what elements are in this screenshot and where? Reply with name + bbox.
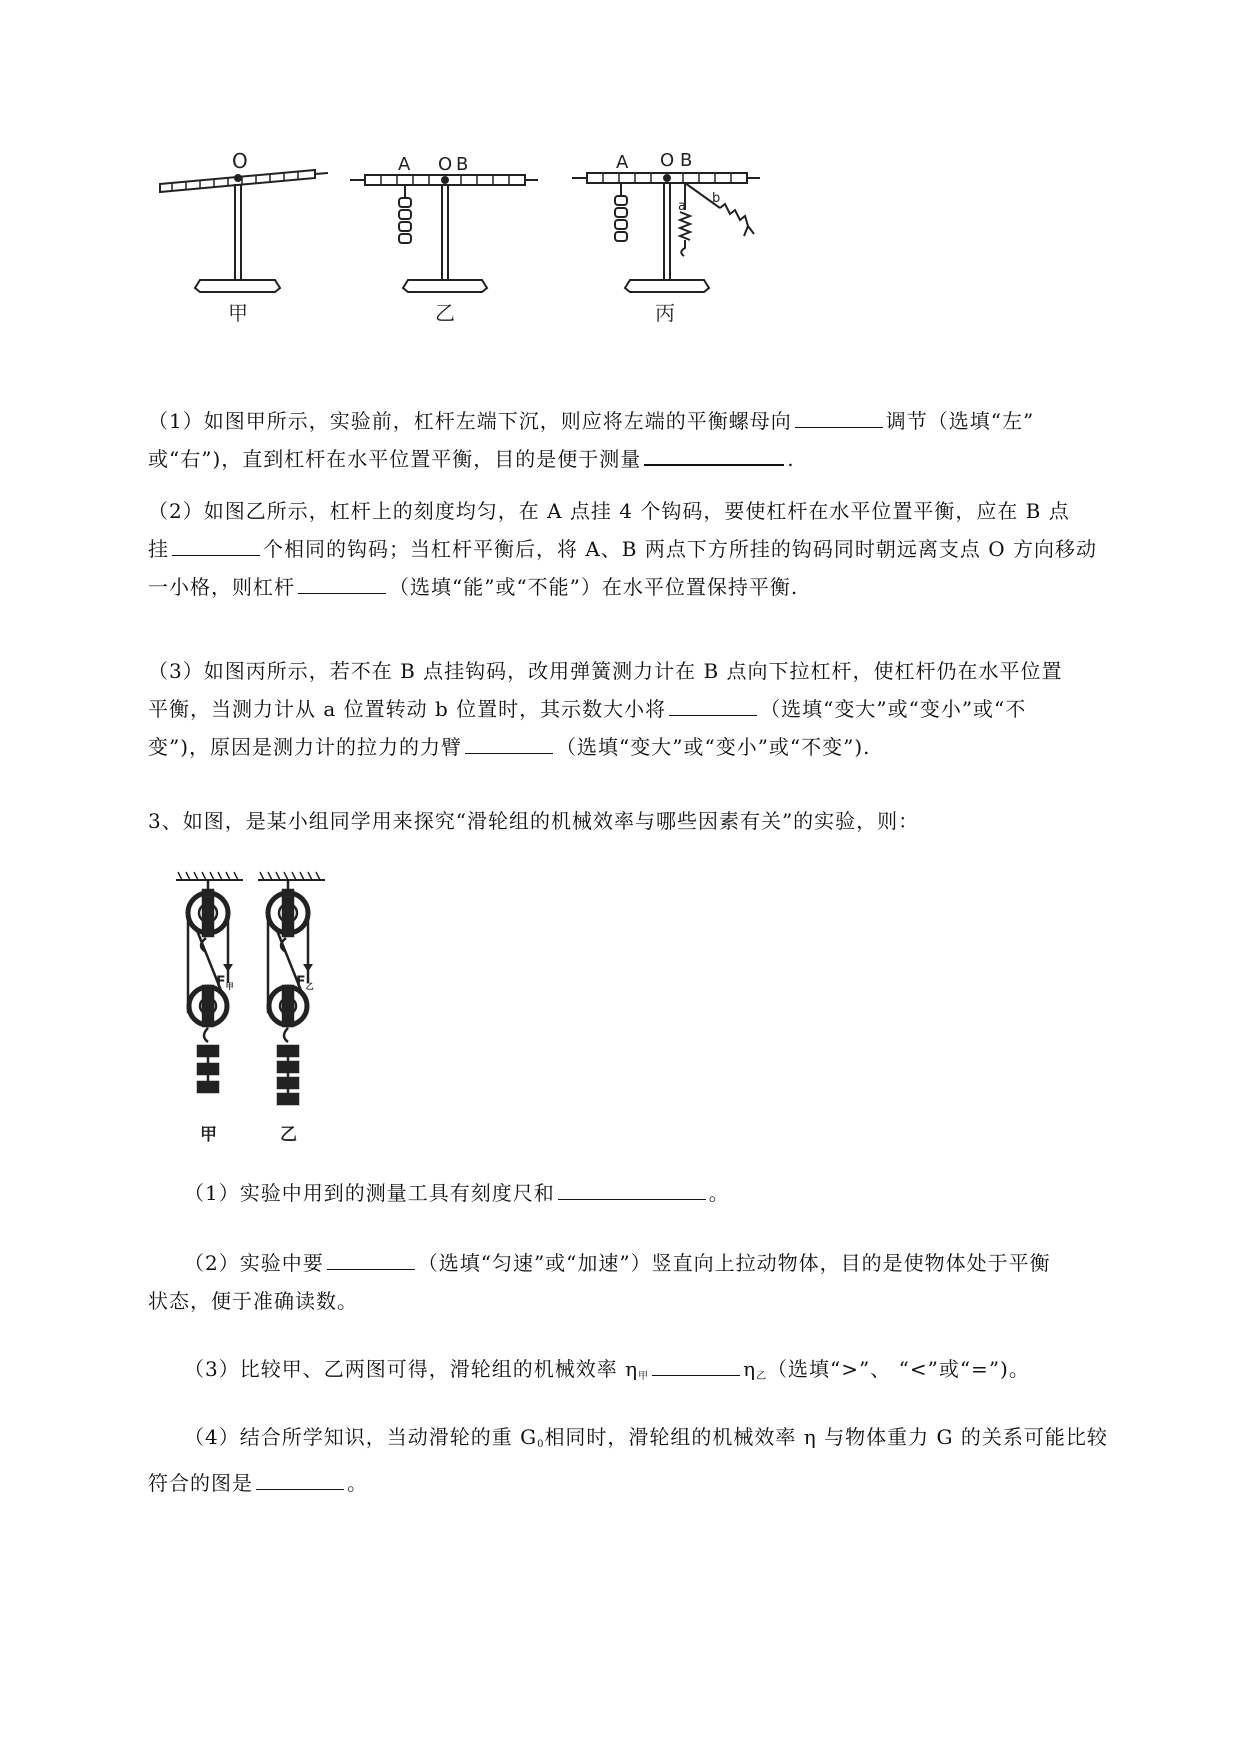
q2-p2-line2a: 挂 <box>148 537 169 561</box>
answer-blank[interactable] <box>298 573 386 594</box>
answer-blank[interactable] <box>669 695 757 716</box>
answer-blank[interactable] <box>256 1469 344 1490</box>
panel-caption-jia: 甲 <box>228 301 248 325</box>
q2-p2-line3a: 一小格，则杠杆 <box>148 575 295 599</box>
q2-part1 <box>148 402 1148 478</box>
lever-figure <box>150 140 770 340</box>
q2-p3-line2b: （选填“变大”或“变小”或“不 <box>760 697 1027 721</box>
q3-p2-textb: （选填“匀速”或“加速”）竖直向上拉动物体，目的是使物体处于平衡 <box>417 1251 1051 1275</box>
point-b-label-bing: B <box>680 150 693 171</box>
q3-p2-text: （2）实验中要 <box>184 1251 324 1275</box>
q2-p1-line2: 或“右”)，直到杠杆在水平位置平衡，目的是便于测量 <box>148 447 642 471</box>
q2-p3-line3b: （选填“变大”或“变小”或“不变”). <box>556 735 871 759</box>
q2-p1-line1b: 调节（选填“左” <box>885 409 1035 433</box>
lever-panel-jia <box>160 170 328 292</box>
pivot-label-yi: O <box>438 154 453 175</box>
arrowhead-icon <box>303 964 313 972</box>
q2-p3-line2a: 平衡，当测力计从 a 位置转动 b 位置时，其示数大小将 <box>148 697 667 721</box>
point-a-label-yi: A <box>398 154 411 175</box>
lever-panel-bing <box>572 173 760 292</box>
q2-p1-line2b: . <box>787 447 795 471</box>
answer-blank[interactable] <box>644 444 784 466</box>
subscript-jia: 甲 <box>638 1371 650 1382</box>
q2-part2 <box>148 492 1148 606</box>
panel-caption-bing: 丙 <box>655 301 675 325</box>
pivot-label-bing: O <box>660 150 675 171</box>
subscript-yi: 乙 <box>756 1371 768 1382</box>
arrowhead-icon <box>223 964 233 972</box>
q3-p3-text: （3）比较甲、乙两图可得，滑轮组的机械效率 η <box>184 1357 639 1381</box>
q3-p1-end: 。 <box>708 1181 730 1205</box>
ceiling-jia <box>176 872 243 880</box>
q3-stem <box>148 802 1148 840</box>
q3-p4-text: （4）结合所学知识，当动滑轮的重 G <box>184 1425 538 1449</box>
q3-p3-eta: η <box>743 1357 757 1381</box>
q3-p4-line2a: 符合的图是 <box>148 1471 253 1495</box>
force-label-jia: $F_甲$ <box>216 974 234 991</box>
answer-blank[interactable] <box>558 1179 706 1200</box>
q3-p3-options: （选填“>”、 “<”或“=”)。 <box>767 1357 1030 1381</box>
point-b-label-yi: B <box>456 154 469 175</box>
answer-blank[interactable] <box>327 1249 415 1270</box>
q2-p2-line3b: （选填“能”或“不能”）在水平位置保持平衡. <box>389 575 799 599</box>
q3-part3 <box>148 1350 1148 1396</box>
q3-p2-line2: 状态，便于准确读数。 <box>148 1289 358 1313</box>
pulley-caption-yi: 乙 <box>280 1125 297 1145</box>
q3-part2 <box>148 1244 1148 1320</box>
q3-p4-textb: 相同时，滑轮组的机械效率 η 与物体重力 G 的关系可能比较 <box>544 1425 1108 1449</box>
ceiling-yi <box>258 872 325 880</box>
position-a-label: a <box>678 199 686 214</box>
pulley-system-yi <box>268 880 308 1104</box>
answer-blank[interactable] <box>795 407 883 428</box>
q2-part3 <box>148 652 1148 766</box>
answer-blank[interactable] <box>172 535 260 556</box>
q3-stem-text: 3、如图，是某小组同学用来探究“滑轮组的机械效率与哪些因素有关”的实验，则： <box>148 809 920 833</box>
q3-p4-line2b: 。 <box>347 1471 368 1495</box>
pivot-label-jia: O <box>232 149 248 173</box>
q2-p3-line3a: 变”)，原因是测力计的拉力的力臂 <box>148 735 463 759</box>
q2-p2-line1: （2）如图乙所示，杠杆上的刻度均匀，在 A 点挂 4 个钩码，要使杠杆在水平位置平衡，应在 B 点 <box>148 499 1070 523</box>
q3-p1-text: （1）实验中用到的测量工具有刻度尺和 <box>184 1181 555 1205</box>
force-label-yi: $F_乙$ <box>296 974 314 991</box>
pulley-caption-jia: 甲 <box>200 1125 217 1145</box>
q3-part1 <box>148 1174 1148 1212</box>
position-b-label: b <box>712 191 721 206</box>
q2-p3-line1: （3）如图丙所示，若不在 B 点挂钩码，改用弹簧测力计在 B 点向下拉杠杆，使杠杆仍在水平位置 <box>148 659 1063 683</box>
q2-p2-line2b: 个相同的钩码；当杠杆平衡后，将 A、B 两点下方所挂的钩码同时朝远离支点 O 方向移动 <box>263 537 1097 561</box>
pulley-figure <box>168 868 348 1153</box>
panel-caption-yi: 乙 <box>435 301 455 325</box>
q3-part4 <box>148 1418 1148 1502</box>
subscript-zero: 0 <box>537 1439 545 1450</box>
point-a-label-bing: A <box>616 152 629 173</box>
q2-p1-line1: （1）如图甲所示，实验前，杠杆左端下沉，则应将左端的平衡螺母向 <box>148 409 792 433</box>
answer-blank[interactable] <box>652 1355 740 1376</box>
lever-panel-yi <box>350 175 538 292</box>
answer-blank[interactable] <box>465 733 553 754</box>
